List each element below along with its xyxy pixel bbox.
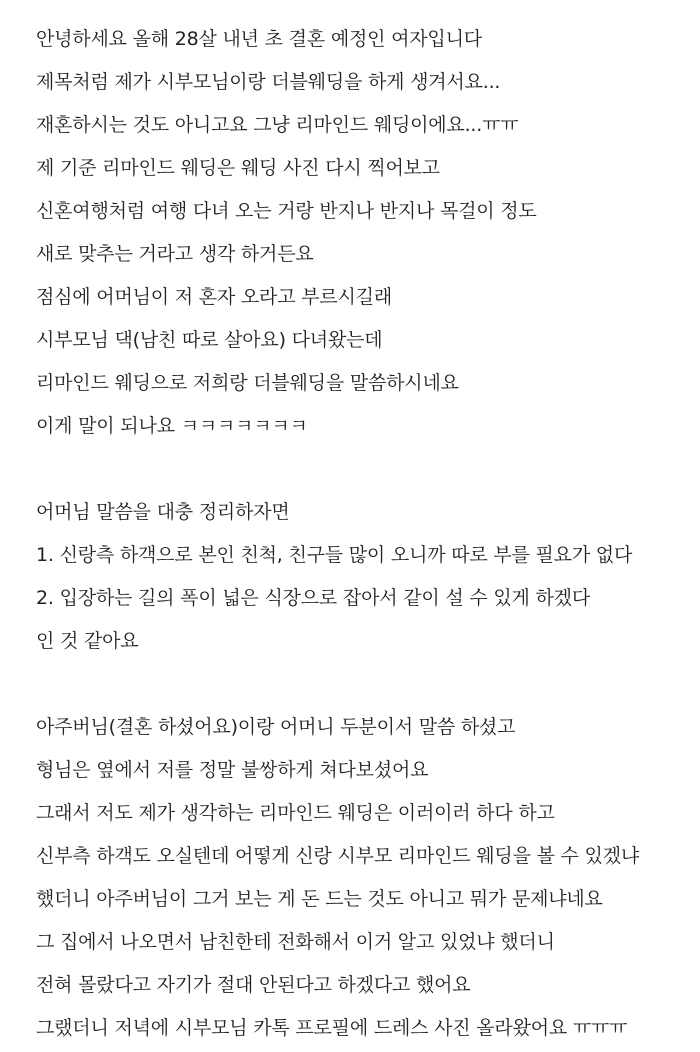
text-line: 그 집에서 나오면서 남친한테 전화해서 이거 알고 있었냐 했더니 <box>36 931 555 953</box>
paragraph <box>36 491 664 663</box>
text-line: 리마인드 웨딩으로 저희랑 더블웨딩을 말씀하시네요 <box>36 372 459 394</box>
text-line: 점심에 어머님이 저 혼자 오라고 부르시길래 <box>36 286 392 308</box>
text-line: 그래서 저도 제가 생각하는 리마인드 웨딩은 이러이러 하다 하고 <box>36 802 555 824</box>
text-line: 제 기준 리마인드 웨딩은 웨딩 사진 다시 찍어보고 <box>36 157 440 179</box>
paragraph <box>36 706 664 1050</box>
paragraph <box>36 18 664 448</box>
text-line: 인 것 같아요 <box>36 630 139 652</box>
text-line: 재혼하시는 것도 아니고요 그냥 리마인드 웨딩이에요...ㅠㅠ <box>36 114 519 136</box>
text-line: 했더니 아주버님이 그거 보는 게 돈 드는 것도 아니고 뭐가 문제냐네요 <box>36 888 603 910</box>
text-line: 어머님 말씀을 대충 정리하자면 <box>36 501 290 523</box>
text-line: 신부측 하객도 오실텐데 어떻게 신랑 시부모 리마인드 웨딩을 볼 수 있겠냐 <box>36 845 640 867</box>
text-line: 새로 맞추는 거라고 생각 하거든요 <box>36 243 314 265</box>
paragraph-gap <box>36 448 664 491</box>
text-line: 형님은 옆에서 저를 정말 불쌍하게 쳐다보셨어요 <box>36 759 429 781</box>
text-line: 1. 신랑측 하객으로 본인 친척, 친구들 많이 오니까 따로 부를 필요가 없다 <box>36 544 633 566</box>
text-line: 전혀 몰랐다고 자기가 절대 안된다고 하겠다고 했어요 <box>36 974 471 996</box>
text-line: 그랬더니 저녁에 시부모님 카톡 프로필에 드레스 사진 올라왔어요 ㅠㅠㅠ <box>36 1017 628 1039</box>
text-line: 안녕하세요 올해 28살 내년 초 결혼 예정인 여자입니다 <box>36 28 482 50</box>
text-line: 이게 말이 되나요 ㅋㅋㅋㅋㅋㅋㅋ <box>36 415 308 437</box>
text-line: 아주버님(결혼 하셨어요)이랑 어머니 두분이서 말씀 하셨고 <box>36 716 516 738</box>
text-line: 2. 입장하는 길의 폭이 넓은 식장으로 잡아서 같이 설 수 있게 하겠다 <box>36 587 590 609</box>
text-line: 제목처럼 제가 시부모님이랑 더블웨딩을 하게 생겨서요... <box>36 71 501 93</box>
text-line: 신혼여행처럼 여행 다녀 오는 거랑 반지나 반지나 목걸이 정도 <box>36 200 537 222</box>
post-body <box>0 18 700 1050</box>
text-line: 시부모님 댁(남친 따로 살아요) 다녀왔는데 <box>36 329 383 351</box>
paragraph-gap <box>36 663 664 706</box>
